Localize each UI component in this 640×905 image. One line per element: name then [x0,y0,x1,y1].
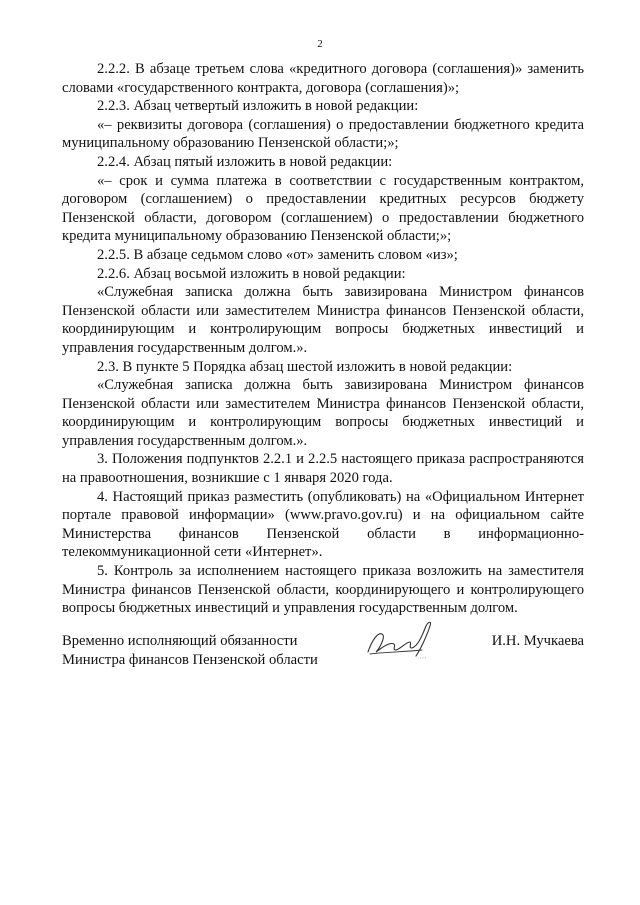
signatory-title-line-2: Министра финансов Пензенской области [62,651,318,668]
paragraph-2-2-3-text: «– реквизиты договора (соглашения) о предоставлении бюджетного кредита муниципальному образованию Пензенской области;»; [62,116,584,152]
paragraph-4: 4. Настоящий приказ разместить (опубликовать) на «Официальном Интернет портале правовой информации» (www.pravo.gov.ru) и на официальном сайте Министерства финансов Пензенской области в информационно-телекоммуникационной сети «Интернет». [62,488,584,561]
signatory-title-line-1: Временно исполняющий обязанности [62,633,298,649]
paragraph-2-2-5: 2.2.5. В абзаце седьмом слово «от» заменить словом «из»; [97,246,458,263]
paragraph-3: 3. Положения подпунктов 2.2.1 и 2.2.5 настоящего приказа распространяются на правоотношения, возникшие с 1 января 2020 года. [62,451,584,487]
paragraph-2-3-text: «Служебная записка должна быть завизирована Министром финансов Пензенской области или заместителем Министра финансов Пензенской области, координирующим и контролирующим вопросы бюджетных инвестиций и управления государственным долгом.». [62,377,584,449]
signature-block [62,632,584,672]
handwritten-signature [362,618,442,666]
paragraph-2-2-4: 2.2.4. Абзац пятый изложить в новой редакции: [97,153,393,170]
document-body [62,60,584,618]
signatory-title [62,632,318,669]
paragraph-2-3: 2.3. В пункте 5 Порядка абзац шестой изложить в новой редакции: [97,358,513,375]
paragraph-2-2-3: 2.2.3. Абзац четвертый изложить в новой редакции: [97,98,419,115]
signatory-name: И.Н. Мучкаева [491,633,584,649]
paragraph-2-2-6-text: «Служебная записка должна быть завизирована Министром финансов Пензенской области или заместителем Министра финансов Пензенской области, координирующим и контролирующим вопросы бюджетных инвестиций и управления государственным долгом.». [62,284,584,356]
page-number: 2 [317,38,323,50]
paragraph-2-2-6: 2.2.6. Абзац восьмой изложить в новой редакции: [97,265,406,282]
paragraph-2-2-4-text: «– срок и сумма платежа в соответствии с государственным контрактом, договором (соглашением) о предоставлении кредитных ресурсов бюджету Пензенской области, договором (соглашением) о предоставлении бюджетного кредита муниципальному образованию Пензенской области;»; [62,172,584,245]
paragraph-5: 5. Контроль за исполнением настоящего приказа возложить на заместителя Министра финансов Пензенской области, координирующего и контролирующего вопросы бюджетных инвестиций и управления государственным долгом. [62,563,584,617]
paragraph-2-2-2: 2.2.2. В абзаце третьем слова «кредитного договора (соглашения)» заменить словами «государственного контракта, договора (соглашения)»; [62,61,584,96]
